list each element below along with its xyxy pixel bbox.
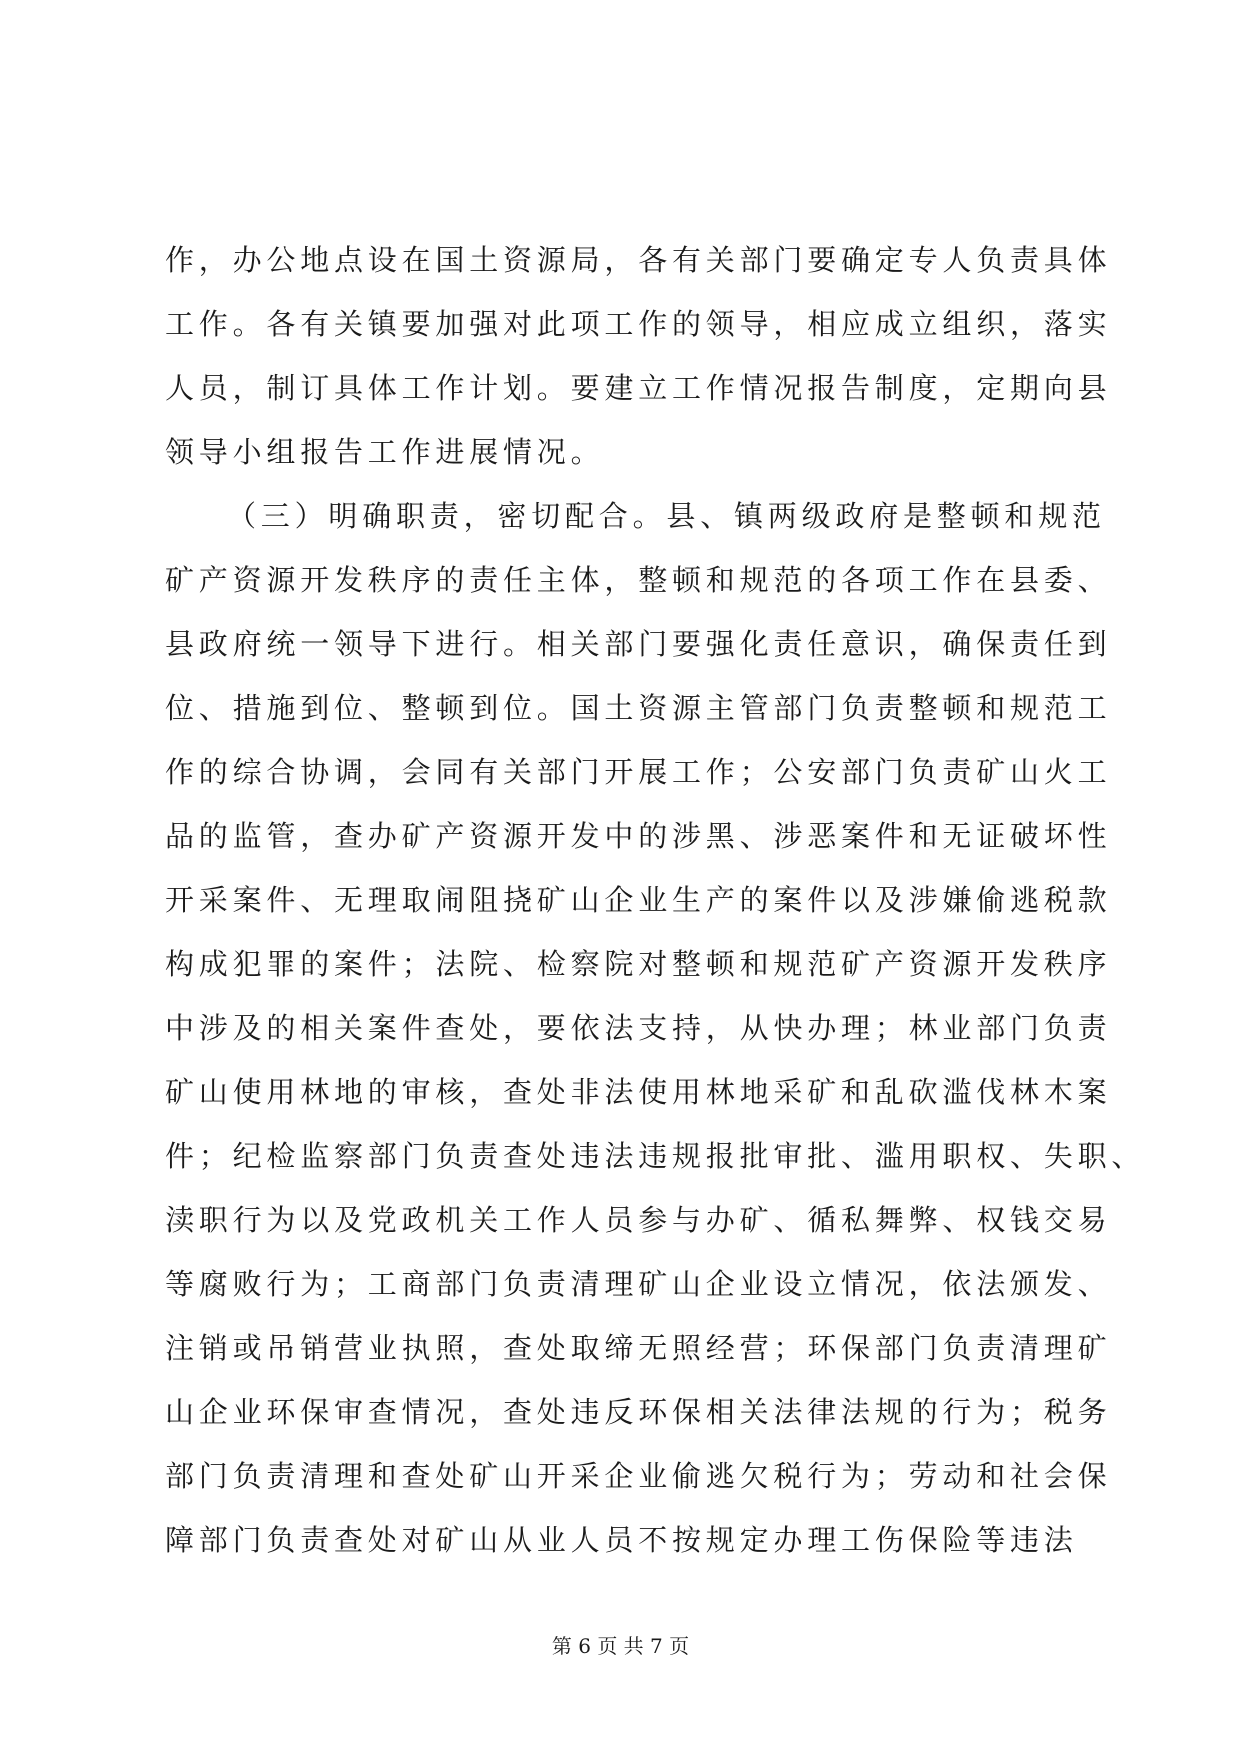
text-line: 工作。各有关镇要加强对此项工作的领导，相应成立组织，落实 [165,307,1112,341]
text-line: 山企业环保审查情况，查处违反环保相关法律法规的行为；税务 [165,1395,1112,1429]
page-footer [0,1634,1241,1658]
text-line: 部门负责清理和查处矿山开采企业偷逃欠税行为；劳动和社会保 [165,1459,1112,1493]
text-line: 构成犯罪的案件；法院、检察院对整顿和规范矿产资源开发秩序 [165,947,1112,981]
text-line: 中涉及的相关案件查处，要依法支持，从快办理；林业部门负责 [165,1011,1112,1045]
document-body [165,228,1146,1572]
text-line: 开采案件、无理取闹阻挠矿山企业生产的案件以及涉嫌偷逃税款 [165,883,1112,917]
text-line: 等腐败行为；工商部门负责清理矿山企业设立情况，依法颁发、 [165,1267,1112,1301]
text-line: 注销或吊销营业执照，查处取缔无照经营；环保部门负责清理矿 [165,1331,1112,1365]
text-line: 作，办公地点设在国土资源局，各有关部门要确定专人负责具体 [165,243,1112,277]
text-line: 县政府统一领导下进行。相关部门要强化责任意识，确保责任到 [165,627,1112,661]
text-line: 人员，制订具体工作计划。要建立工作情况报告制度，定期向县 [165,371,1112,405]
text-line: 渎职行为以及党政机关工作人员参与办矿、循私舞弊、权钱交易 [165,1203,1112,1237]
text-line: 品的监管，查办矿产资源开发中的涉黑、涉恶案件和无证破坏性 [165,819,1112,853]
text-line-paragraph-start: （三）明确职责，密切配合。县、镇两级政府是整顿和规范 [227,499,1106,533]
text-line: 件；纪检监察部门负责查处违法违规报批审批、滥用职权、失职、 [165,1139,1146,1173]
text-line: 矿产资源开发秩序的责任主体，整顿和规范的各项工作在县委、 [165,563,1112,597]
text-line: 障部门负责查处对矿山从业人员不按规定办理工伤保险等违法 [165,1523,1078,1557]
text-line: 领导小组报告工作进展情况。 [165,435,605,469]
text-line: 作的综合协调，会同有关部门开展工作；公安部门负责矿山火工 [165,755,1112,789]
page-number-label: 第 6 页 共 7 页 [551,1634,690,1658]
text-line: 位、措施到位、整顿到位。国土资源主管部门负责整顿和规范工 [165,691,1112,725]
text-line: 矿山使用林地的审核，查处非法使用林地采矿和乱砍滥伐林木案 [165,1075,1112,1109]
